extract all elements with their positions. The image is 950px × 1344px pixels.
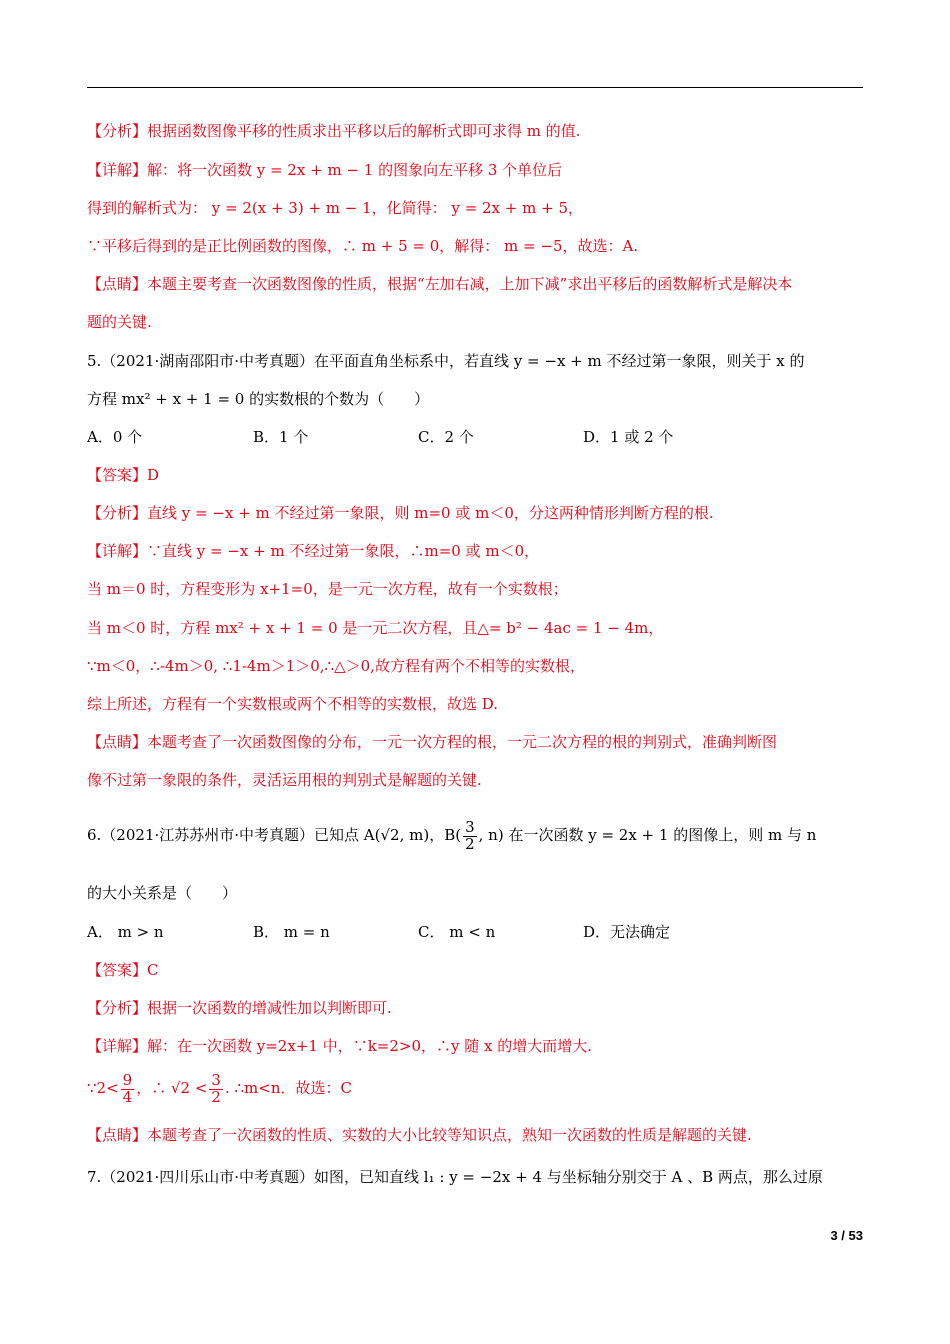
detail-line: 综上所述，方程有一个实数根或两个不相等的实数根，故选 D. xyxy=(87,695,499,713)
frac-numerator: 3 xyxy=(211,1070,221,1089)
answer-line: 【答案】C xyxy=(87,961,159,979)
detail-line: 【详解】解：在一次函数 y=2x+1 中，∵k=2>0，∴y 随 x 的增大而增大. xyxy=(87,1037,593,1055)
option-d: D．1 或 2 个 xyxy=(583,428,674,446)
detail-line: 【详解】∵直线 y = −x + m 不经过第一象限，∴m=0 或 m＜0， xyxy=(87,542,540,560)
frac-numerator: 9 xyxy=(122,1070,133,1089)
option-a: A．0 个 xyxy=(87,428,143,446)
q6-suffix: , n) 在一次函数 y = 2x + 1 的图像上，则 m 与 n xyxy=(478,826,817,844)
option-c: C．2 个 xyxy=(418,428,474,446)
comment-line: 题的关键. xyxy=(87,313,152,331)
question-6-stem xyxy=(87,815,863,859)
analysis-line: 【分析】根据一次函数的增减性加以判断即可. xyxy=(87,999,392,1017)
header-rule xyxy=(87,87,863,88)
fraction-9-4 xyxy=(121,1070,135,1106)
frac-numerator: 3 xyxy=(465,817,475,836)
comment-line: 【点睛】本题考查了一次函数的性质、实数的大小比较等知识点，熟知一次函数的性质是解题的关键. xyxy=(87,1126,752,1144)
detail-line: ∵m＜0，∴-4m＞0, ∴1-4m＞1＞0,∴△＞0,故方程有两个不相等的实数根， xyxy=(87,657,585,675)
detail-line: 当 m＜0 时，方程 mx² + x + 1 = 0 是一元二次方程，且△= b² − 4ac = 1 − 4m， xyxy=(87,619,664,637)
q6c-part3: . ∴m<n．故选：C xyxy=(224,1079,352,1097)
frac-denominator: 2 xyxy=(211,1087,221,1106)
option-b: B．1 个 xyxy=(253,428,309,446)
detail-line: 当 m＝0 时，方程变形为 x+1=0，是一元一次方程，故有一个实数根； xyxy=(87,580,568,598)
comment-line: 【点睛】本题主要考查一次函数图像的性质，根据“左加右减，上加下减”求出平移后的函数解析式是解决本 xyxy=(87,275,793,293)
question-5-stem: 5.（2021·湖南邵阳市·中考真题）在平面直角坐标系中，若直线 y = −x + m 不经过第一象限，则关于 x 的 xyxy=(87,352,805,370)
option-c: C． m < n xyxy=(418,923,496,941)
analysis-line: 【分析】根据函数图像平移的性质求出平移以后的解析式即可求得 m 的值. xyxy=(87,122,581,140)
frac-denominator: 2 xyxy=(465,834,475,853)
option-d: D．无法确定 xyxy=(583,923,671,941)
frac-denominator: 4 xyxy=(122,1087,133,1106)
comment-line: 像不过第一象限的条件，灵活运用根的判别式是解题的关键. xyxy=(87,771,482,789)
detail-line: ∵平移后得到的是正比例函数的图像，∴ m + 5 = 0，解得： m = −5，故选：A. xyxy=(87,237,639,255)
q6c-part1: ∵2< xyxy=(87,1079,119,1097)
question-5-stem: 方程 mx² + x + 1 = 0 的实数根的个数为（ ） xyxy=(87,390,430,408)
fraction-3-2 xyxy=(463,817,477,853)
detail-fraction-line xyxy=(87,1066,863,1114)
q6-prefix: 6.（2021·江苏苏州市·中考真题）已知点 A(√2, m)，B( xyxy=(87,826,462,844)
comment-line: 【点睛】本题考查了一次函数图像的分布，一元一次方程的根，一元二次方程的根的判别式，准确判断图 xyxy=(87,733,778,751)
q6c-part2: ，∴ √2 < xyxy=(136,1079,208,1097)
analysis-line: 【分析】直线 y = −x + m 不经过第一象限，则 m=0 或 m＜0，分这两种情形判断方程的根. xyxy=(87,504,714,522)
question-7-stem: 7.（2021·四川乐山市·中考真题）如图，已知直线 l₁ : y = −2x + 4 与坐标轴分别交于 A 、B 两点，那么过原 xyxy=(87,1168,823,1186)
answer-line: 【答案】D xyxy=(87,466,160,484)
option-b: B． m = n xyxy=(253,923,330,941)
fraction-3-2 xyxy=(209,1070,223,1106)
page-number: 3 / 53 xyxy=(830,1228,863,1243)
question-6-stem: 的大小关系是（ ） xyxy=(87,884,238,902)
detail-line: 得到的解析式为： y = 2(x + 3) + m − 1，化简得： y = 2x + m + 5， xyxy=(87,199,584,217)
detail-line: 【详解】解：将一次函数 y = 2x + m − 1 的图象向左平移 3 个单位后 xyxy=(87,161,563,179)
option-a: A． m > n xyxy=(87,923,164,941)
